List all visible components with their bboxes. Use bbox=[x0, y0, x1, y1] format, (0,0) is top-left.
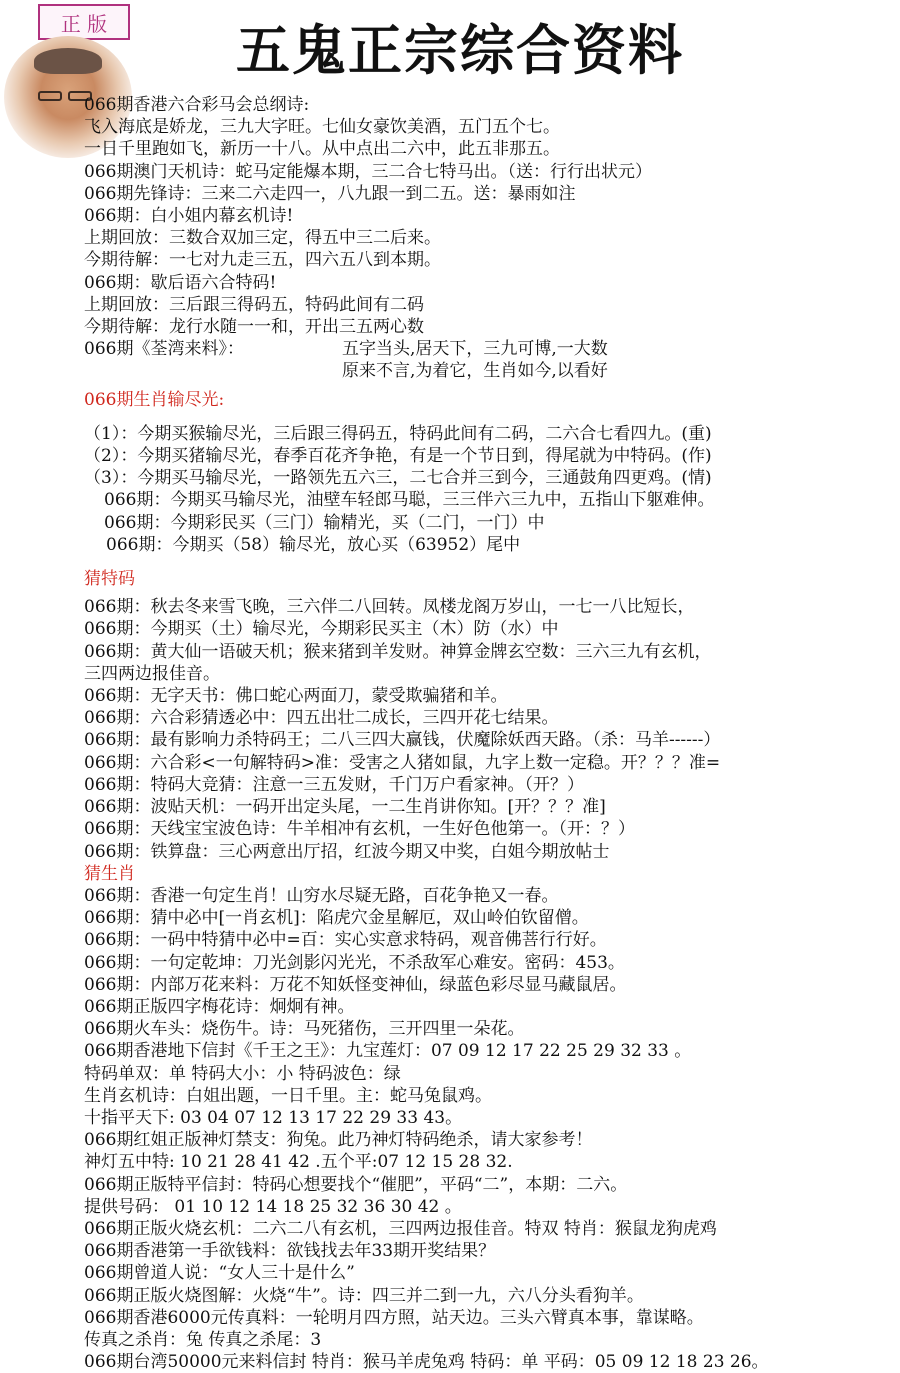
text-line: 066期正版特平信封：特码心想要找个“催肥”，平码“二”，本期：二六。 bbox=[84, 1174, 628, 1195]
text-line: 飞入海底是娇龙，三九大字旺。七仙女豪饮美酒，五门五个七。 bbox=[84, 117, 560, 138]
text-line: 066期香港地下信封《千王之王》：九宝莲灯：07 09 12 17 22 25 29 32 33 。 bbox=[84, 1041, 692, 1062]
text-line: 066期：天线宝宝波色诗：牛羊相冲有玄机，一生好色他第一。（开：？） bbox=[84, 819, 635, 840]
text-line: 066期：内部万花来料：万花不知妖怪变神仙，绿蓝色彩尽显马藏鼠居。 bbox=[84, 974, 627, 995]
text-line: 066期：波贴天机：一码开出定头尾，一二生肖讲你知。[开？？？准] bbox=[84, 797, 606, 818]
text-line: 066期正版火烧图解：火烧“牛”。诗：四三并二到一九，六八分头看狗羊。 bbox=[84, 1285, 644, 1306]
text-line: 066期：秋去冬来雪飞晚，三六伴二八回转。凤楼龙阁万岁山，一七一八比短长， bbox=[84, 597, 695, 618]
text-line: 三四两边报佳音。 bbox=[84, 663, 220, 684]
text-line: 今期待解：龙行水随一一和，开出三五两心数 bbox=[84, 317, 424, 338]
text-line: 生肖玄机诗：白姐出题，一日千里。主：蛇马兔鼠鸡。 bbox=[84, 1085, 492, 1106]
text-line: 066期火车头：烧伤牛。诗：马死猪伤，三开四里一朵花。 bbox=[84, 1019, 525, 1040]
genuine-badge: 正 版 bbox=[38, 4, 130, 40]
text-line: 066期：白小姐内幕玄机诗! bbox=[84, 206, 294, 227]
text-line: 066期：六合彩猜透必中：四五出壮二成长，三四开花七结果。 bbox=[84, 708, 559, 729]
text-line: 十指平天下: 03 04 07 12 13 17 22 29 33 43。 bbox=[84, 1107, 463, 1128]
text-line: 上期回放：三数合双加三定，得五中三二后来。 bbox=[84, 228, 441, 249]
text-line: 066期：无字天书：佛口蛇心两面刀，蒙受欺骗猪和羊。 bbox=[84, 686, 508, 707]
section-heading: 猜特码 bbox=[84, 569, 135, 590]
text-line: 066期澳门天机诗：蛇马定能爆本期，三二合七特马出。（送：行行出状元） bbox=[84, 161, 652, 182]
text-line: 一日千里跑如飞，新历一十八。从中点出二六中，此五非那五。 bbox=[84, 139, 560, 160]
text-line: 特码单双：单 特码大小：小 特码波色：绿 bbox=[84, 1063, 401, 1084]
text-line: 066期：特码大竞猜：注意一三五发财，千门万户看家神。（开？） bbox=[84, 774, 584, 795]
text-line: 066期：今期买马输尽光，油壁车轻郎马聪，三三伴六三九中，五指山下躯难伸。 bbox=[104, 490, 715, 511]
text-line: 066期：黄大仙一语破天机；猴来猪到羊发财。神算金牌玄空数：三六三九有玄机， bbox=[84, 641, 712, 662]
text-line: 066期：六合彩<一句解特码>准：受害之人猪如鼠，九字上数一定稳。开？？？准= bbox=[84, 752, 721, 773]
text-line: 066期香港六合彩马会总纲诗: bbox=[84, 95, 310, 115]
text-line: 066期曾道人说：“女人三十是什么” bbox=[84, 1263, 355, 1284]
page-title: 五鬼正宗综合资料 bbox=[236, 18, 684, 82]
main-content bbox=[84, 94, 894, 1373]
quan-wan-block bbox=[84, 338, 894, 382]
text-line: （1）：今期买猴输尽光，三后跟三得码五，特码此间有二码，二六合七看四九。(重) bbox=[84, 423, 712, 444]
text-line: 066期香港第一手欲钱料：欲钱找去年33期开奖结果？ bbox=[84, 1241, 496, 1262]
quan-wan-line: 五字当头,居天下，三九可博,一大数 bbox=[342, 339, 608, 360]
text-line: 066期：最有影响力杀特码王；二八三四大赢钱，伏魔除妖西天路。（杀：马羊------） bbox=[84, 730, 721, 751]
text-line: 传真之杀肖：兔 传真之杀尾：3 bbox=[84, 1329, 322, 1350]
text-line: 066期红姐正版神灯禁支：狗兔。此乃神灯特码绝杀，请大家参考！ bbox=[84, 1130, 593, 1151]
text-line: 提供号码： 01 10 12 14 18 25 32 36 30 42 。 bbox=[84, 1196, 462, 1217]
text-line: （3）：今期买马输尽光，一路领先五六三，二七合并三到今，三通鼓角四更鸡。(情) bbox=[84, 468, 712, 489]
section-heading: 066期生肖输尽光: bbox=[84, 389, 225, 410]
portrait-hair bbox=[34, 48, 102, 74]
text-line: 066期：铁算盘：三心两意出厅招，红波今期又中奖，白姐今期放帖士 bbox=[84, 841, 610, 862]
text-line: 066期正版四字梅花诗：炯炯有神。 bbox=[84, 996, 355, 1017]
quan-wan-lead: 066期《荃湾来料》： bbox=[84, 339, 244, 360]
text-line: 066期：歇后语六合特码! bbox=[84, 272, 277, 293]
quan-wan-line: 原来不言,为着它，生肖如今,以看好 bbox=[342, 361, 608, 382]
text-line: 066期：一码中特猜中必中=百：实心实意求特码，观音佛菩行行好。 bbox=[84, 930, 607, 951]
text-line: （2）：今期买猪输尽光，春季百花齐争艳，有是一个节日到，得尾就为中特码。(作) bbox=[84, 446, 712, 467]
section-heading: 猜生肖 bbox=[84, 863, 135, 884]
text-line: 066期：香港一句定生肖！山穷水尽疑无路，百花争艳又一春。 bbox=[84, 885, 559, 906]
text-line: 066期台湾50000元来料信封 特肖：猴马羊虎兔鸡 特码：单 平码：05 09 12 18 23 26。 bbox=[84, 1352, 769, 1373]
text-line: 066期：今期买（土）输尽光，今期彩民买主（木）防（水）中 bbox=[84, 619, 559, 640]
text-line: 066期正版火烧玄机：二六二八有玄机，三四两边报佳音。特双 特肖：猴鼠龙狗虎鸡 bbox=[84, 1218, 717, 1239]
text-line: 神灯五中特: 10 21 28 41 42 .五个平:07 12 15 28 32. bbox=[84, 1152, 513, 1173]
text-line: 上期回放：三后跟三得码五，特码此间有二码 bbox=[84, 294, 424, 315]
text-line: 066期：猜中必中[一肖玄机]：陷虎穴金星解厄，双山岭伯钦留僧。 bbox=[84, 908, 589, 929]
text-line: 今期待解：一七对九走三五，四六五八到本期。 bbox=[84, 250, 441, 271]
text-line: 066期：今期彩民买（三门）输精光，买（二门，一门）中 bbox=[104, 512, 545, 533]
text-line: 066期：今期买（58）输尽光，放心买（63952）尾中 bbox=[106, 534, 521, 555]
text-line: 066期香港6000元传真料：一轮明月四方照，站天边。三头六臂真本事，靠谋略。 bbox=[84, 1307, 704, 1328]
text-line: 066期先锋诗：三来二六走四一，八九跟一到二五。送：暴雨如注 bbox=[84, 183, 576, 204]
text-line: 066期：一句定乾坤：刀光剑影闪光光，不杀敌军心难安。密码：453。 bbox=[84, 952, 625, 973]
